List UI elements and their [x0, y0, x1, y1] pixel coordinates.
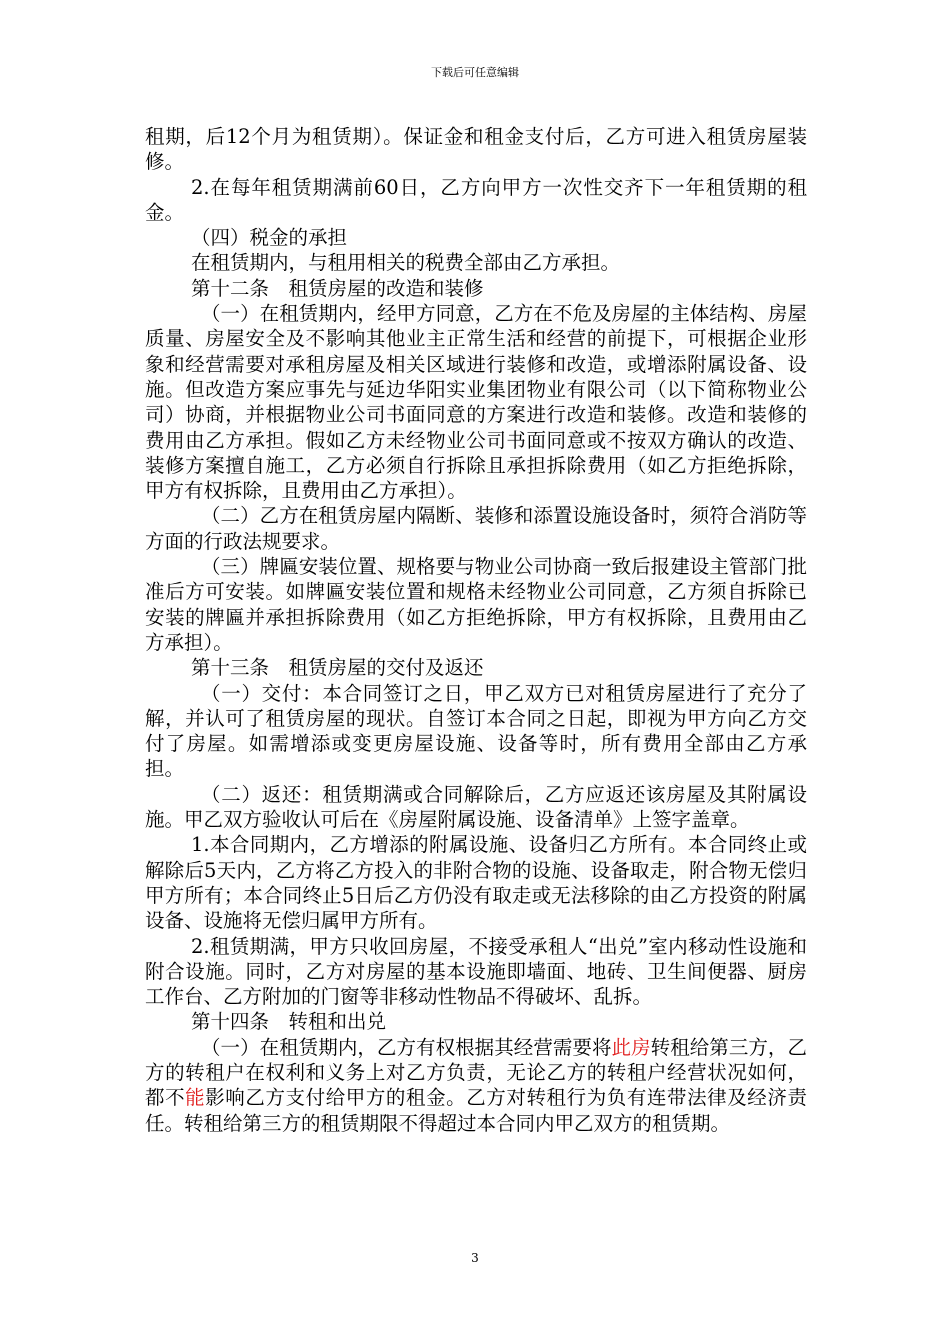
article-heading-12: 第十二条 租赁房屋的改造和装修 — [191, 276, 484, 300]
paragraph-delivery: （一）交付：本合同签订之日，甲乙双方已对租赁房屋进行了充分了解，并认可了租赁房屋的现状。自签订本合同之日起，即视为甲方向乙方交付了房屋。如需增添或变更房屋设施、设备等时，所有费用全部由乙方承担。 — [145, 681, 807, 781]
paragraph-annual-rent: 2.在每年租赁期满前60日，乙方向甲方一次性交齐下一年租赁期的租金。 — [145, 175, 807, 224]
article-heading-14: 第十四条 转租和出兑 — [191, 1010, 387, 1034]
page-header: 下载后可任意编辑 — [431, 66, 519, 79]
paragraph-tax: 在租赁期内，与租用相关的税费全部由乙方承担。 — [191, 251, 621, 275]
paragraph-return: （二）返还：租赁期满或合同解除后，乙方应返还该房屋及其附属设施。甲乙双方验收认可后在《房屋附属设施、设备清单》上签字盖章。 — [145, 782, 807, 832]
highlighted-text-2: 能 — [185, 1086, 206, 1110]
paragraph-return-item-2: 2.租赁期满，甲方只收回房屋，不接受承租人“出兑”室内移动性设施和附合设施。同时，乙方对房屋的基本设施即墙面、地砖、卫生间便器、厨房工作台、乙方附加的门窗等非移动性物品不得破坏、乱拆。 — [145, 934, 807, 1009]
document-body — [145, 124, 807, 1136]
highlighted-text-1: 此房 — [611, 1035, 651, 1059]
article-heading-13: 第十三条 租赁房屋的交付及返还 — [191, 656, 484, 680]
section-heading-tax: （四）税金的承担 — [191, 226, 348, 250]
paragraph-renovation-1: （一）在租赁期内，经甲方同意，乙方在不危及房屋的主体结构、房屋质量、房屋安全及不影响其他业主正常生活和经营的前提下，可根据企业形象和经营需要对承租房屋及相关区域进行装修和改造，或增添附属设备、设施。但改造方案应事先与延边华阳实业集团物业有限公司（以下简称物业公司）协商，并根据物业公司书面同意的方案进行改造和装修。改造和装修的费用由乙方承担。假如乙方未经物业公司书面同意或不按双方确认的改造、装修方案擅自施工，乙方必须自行拆除且承担拆除费用（如乙方拒绝拆除，甲方有权拆除，且费用由乙方承担）。 — [145, 302, 807, 503]
paragraph-return-item-1: 1.本合同期内，乙方增添的附属设施、设备归乙方所有。本合同终止或解除后5天内，乙方将乙方投入的非附合物的设施、设备取走，附合物无偿归甲方所有；本合同终止5日后乙方仍没有取走或无法移除的由乙方投资的附属设备、设施将无偿归属甲方所有。 — [145, 833, 807, 933]
sublease-text-3: 影响乙方支付给甲方的租金。乙方对转租行为负有连带法律及经济责任。转租给第三方的租赁期限不得超过本合同内甲乙双方的租赁期。 — [145, 1086, 807, 1135]
paragraph-renovation-3: （三）牌匾安装位置、规格要与物业公司协商一致后报建设主管部门批准后方可安装。如牌匾安装位置和规格未经物业公司同意，乙方须自拆除已安装的牌匾并承担拆除费用（如乙方拒绝拆除，甲方有权拆除，且费用由乙方承担）。 — [145, 555, 807, 654]
sublease-text-2: 转租给第三方，乙方的转租户在权利和义务上对乙方负责，无论乙方的转租户经营状况如何，都不 — [145, 1035, 807, 1110]
paragraph-renovation-2: （二）乙方在租赁房屋内隔断、装修和添置设施设备时，须符合消防等方面的行政法规要求。 — [145, 504, 807, 553]
paragraph-lease-term: 租期，后12个月为租赁期）。保证金和租金支付后，乙方可进入租赁房屋装修。 — [145, 125, 807, 174]
sublease-text-1: （一）在租赁期内，乙方有权根据其经营需要将 — [201, 1035, 612, 1059]
paragraph-sublease — [145, 1035, 807, 1136]
page-number: 3 — [471, 1251, 479, 1265]
